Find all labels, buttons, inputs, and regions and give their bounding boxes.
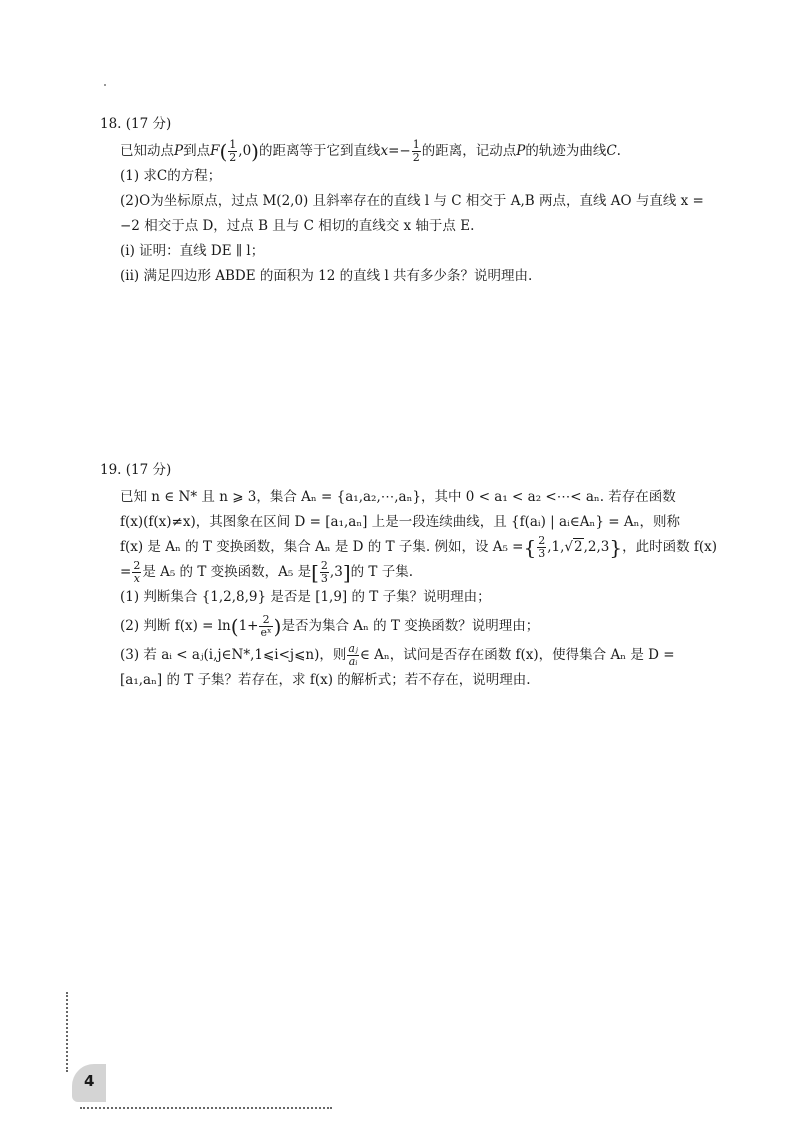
paren-open: ( [219, 139, 228, 164]
text: = [120, 564, 132, 580]
paren-open: ( [230, 614, 239, 639]
problem-18-statement [120, 139, 710, 164]
problem-18-part-i: (i) 证明：直线 DE ∥ l； [120, 243, 265, 259]
numerator: 1 [412, 138, 420, 151]
fraction-aj-over-ai [347, 643, 358, 668]
problem-18 [100, 112, 710, 289]
fraction-two-over-ex [259, 614, 272, 639]
problem-19 [100, 458, 718, 693]
problem-19-part-2 [120, 614, 710, 639]
bracket-close: ] [342, 560, 351, 585]
fraction-half [228, 139, 237, 164]
var-c: C [606, 143, 617, 159]
var-p: P [516, 143, 526, 159]
problem-19-line-4 [120, 560, 710, 585]
var-f: F [210, 143, 220, 159]
denominator: eˣ [260, 626, 272, 639]
fraction-half-2 [412, 139, 421, 164]
text: =− [388, 143, 411, 159]
problem-19-part-3 [120, 643, 710, 668]
denominator: 3 [538, 547, 546, 560]
problem-19-line-2: f(x)(f(x)≠x)，其图象在区间 D = [a₁,aₙ] 上是一段连续曲线，且 {f(aᵢ) | aᵢ∈Aₙ} = Aₙ，则称 [120, 514, 680, 530]
problem-19-line-3 [120, 534, 718, 560]
var-p: P [174, 143, 184, 159]
text: 的距离等于它到直线 [258, 143, 381, 159]
text: (2) 判断 f(x) = ln [120, 618, 231, 634]
text: 的距离，记动点 [421, 143, 517, 159]
numerator: aⱼ [348, 642, 358, 655]
bracket-open: [ [311, 560, 319, 585]
text: 是 A₅ 的 T 变换函数，A₅ 是 [142, 564, 312, 580]
numerator: 2 [320, 559, 328, 572]
sqrt-radicand: 2 [574, 539, 583, 555]
fraction-two-over-x [132, 560, 141, 585]
numerator: 2 [538, 534, 546, 547]
text: (3) 若 aᵢ < aⱼ(i,j∈N*,1⩽i<j⩽n)，则 [120, 647, 347, 663]
sqrt-sign: √ [564, 539, 574, 555]
paren-close: ) [251, 139, 259, 164]
text: f(x) 是 Aₙ 的 T 变换函数，集合 Aₙ 是 D 的 T 子集. 例如，设 A₅ = [120, 539, 524, 555]
denominator: x [133, 572, 140, 585]
text: 到点 [183, 143, 211, 159]
problem-18-part-2a: (2)O为坐标原点，过点 M(2,0) 且斜率存在的直线 l 与 C 相交于 A,B 两点，直线 AO 与直线 x = [120, 193, 704, 209]
problem-19-line-1: 已知 n ∈ N* 且 n ⩾ 3，集合 Aₙ = {a₁,a₂,⋯,aₙ}，其中 0 < a₁ < a₂ <⋯< aₙ. 若存在函数 [120, 489, 676, 505]
brace-open: { [523, 535, 537, 560]
problem-18-part-ii: (ii) 满足四边形 ABDE 的面积为 12 的直线 l 共有多少条？说明理由. [120, 268, 533, 284]
text: 1+ [238, 618, 259, 634]
denominator: 2 [229, 151, 237, 164]
denominator: aᵢ [348, 655, 358, 668]
text: ,3 [329, 564, 343, 580]
dotted-border-vertical [66, 992, 68, 1072]
brace-close: } [609, 535, 623, 560]
text: . [616, 143, 621, 159]
problem-19-heading: 19. (17 分) [100, 462, 172, 478]
numerator: 2 [259, 614, 272, 627]
text: 的轨迹为曲线 [525, 143, 607, 159]
text: ,2,3 [583, 539, 610, 555]
problem-18-heading: 18. (17 分) [100, 116, 172, 132]
text: ,1, [547, 539, 565, 555]
page-number: 4 [84, 1072, 95, 1090]
fraction-two-thirds [537, 535, 546, 560]
denominator: 3 [320, 572, 328, 585]
numerator: 1 [229, 138, 237, 151]
text: ∈ Aₙ，试问是否存在函数 f(x)，使得集合 Aₙ 是 D = [359, 647, 675, 663]
dotted-border-horizontal [80, 1107, 332, 1109]
paren-close: ) [273, 614, 282, 639]
stray-dot [104, 84, 106, 86]
fraction-two-thirds-2 [320, 560, 329, 585]
problem-19-part-3-cont: [a₁,aₙ] 的 T 子集？若存在，求 f(x) 的解析式；若不存在，说明理由. [120, 672, 531, 688]
text: ，此时函数 f(x) [622, 539, 718, 555]
text: 是否为集合 Aₙ 的 T 变换函数？说明理由； [281, 618, 540, 634]
text: ,0 [238, 143, 252, 159]
problem-18-part-2b: −2 相交于点 D，过点 B 且与 C 相切的直线交 x 轴于点 E. [120, 218, 475, 234]
var-x: x [380, 143, 389, 159]
text: 的 T 子集. [350, 564, 414, 580]
denominator: 2 [412, 151, 420, 164]
text: 已知动点 [120, 143, 174, 159]
problem-19-part-1: (1) 判断集合 {1,2,8,9} 是否是 [1,9] 的 T 子集？说明理由； [120, 589, 491, 605]
numerator: 2 [133, 559, 141, 572]
problem-18-part-1: (1) 求C的方程； [120, 168, 222, 184]
